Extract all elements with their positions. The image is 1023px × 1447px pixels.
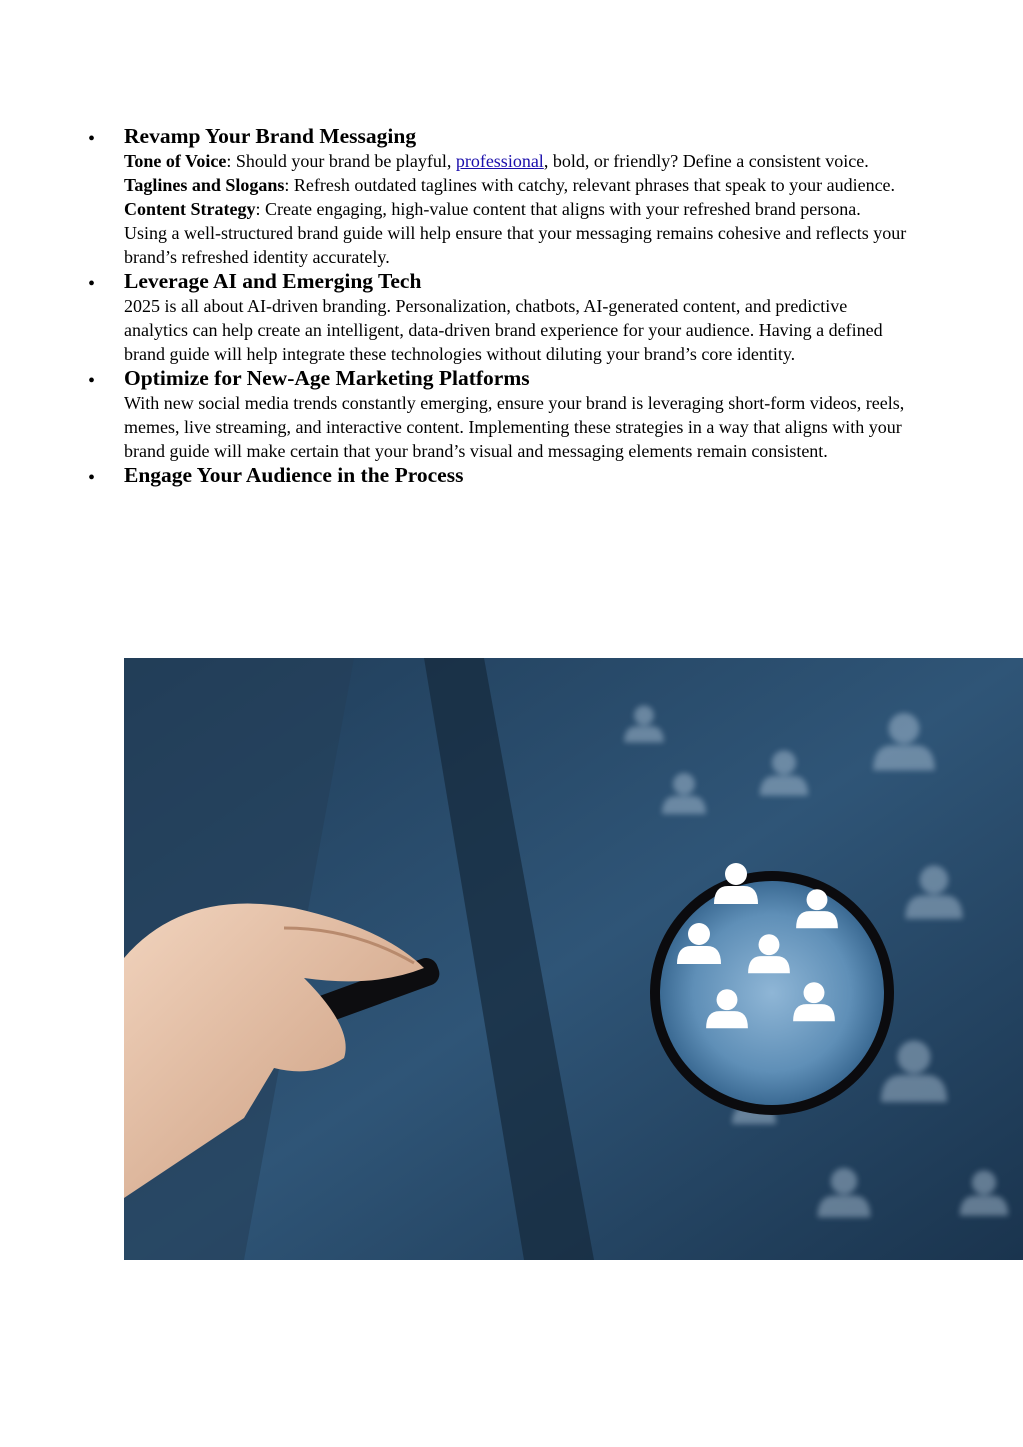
- section-heading: Leverage AI and Emerging Tech: [124, 269, 422, 293]
- section-heading: Engage Your Audience in the Process: [124, 463, 464, 487]
- taglines-label: Taglines and Slogans: [124, 175, 285, 195]
- section-body: 2025 is all about AI-driven branding. Personalization, chatbots, AI-generated content, and predictive analytics can help create an intelligent, data-driven brand experience for your audience. Having a defined brand guide will help integrate these technologies without diluting your brand’s core identity.: [124, 296, 883, 364]
- list-item-engage-audience: [0, 463, 1023, 488]
- document-body: [0, 124, 1023, 488]
- messaging-closing-paragraph: Using a well-structured brand guide will help ensure that your messaging remains cohesive and reflects your brand’s refreshed identity accurately.: [124, 223, 907, 267]
- magnifying-glass-audience-photo: [124, 658, 1023, 1260]
- section-heading: Revamp Your Brand Messaging: [124, 124, 417, 148]
- tone-of-voice-paragraph: [124, 149, 913, 173]
- bullet-icon: •: [88, 273, 96, 295]
- content-strategy-label: Content Strategy: [124, 199, 256, 219]
- magnifier-lens: [660, 881, 884, 1105]
- bullet-icon: •: [88, 370, 96, 392]
- tone-text-before-link: : Should your brand be playful,: [226, 151, 456, 171]
- bullet-icon: •: [88, 467, 96, 489]
- section-heading: Optimize for New-Age Marketing Platforms: [124, 366, 530, 390]
- content-strategy-paragraph: [124, 197, 913, 221]
- list-item-revamp-messaging: [0, 124, 1023, 269]
- taglines-paragraph: [124, 173, 913, 197]
- bullet-list: [0, 124, 1023, 488]
- photo-illustration: [124, 658, 1023, 1260]
- taglines-text: : Refresh outdated taglines with catchy, relevant phrases that speak to your audience.: [284, 175, 896, 195]
- section-body: With new social media trends constantly emerging, ensure your brand is leveraging short-form videos, reels, memes, live streaming, and interactive content. Implementing these strategies in a way that aligns with your brand guide will make certain that your brand’s visual and messaging elements remain consistent.: [124, 393, 905, 461]
- content-strategy-text: : Create engaging, high-value content that aligns with your refreshed brand persona.: [255, 199, 861, 219]
- list-item-leverage-ai: [0, 269, 1023, 366]
- professional-link[interactable]: professional: [455, 151, 544, 171]
- tone-of-voice-label: Tone of Voice: [124, 151, 227, 171]
- bullet-icon: •: [88, 128, 96, 150]
- tone-text-after-link: , bold, or friendly? Define a consistent voice.: [543, 151, 869, 171]
- list-item-optimize-platforms: [0, 366, 1023, 463]
